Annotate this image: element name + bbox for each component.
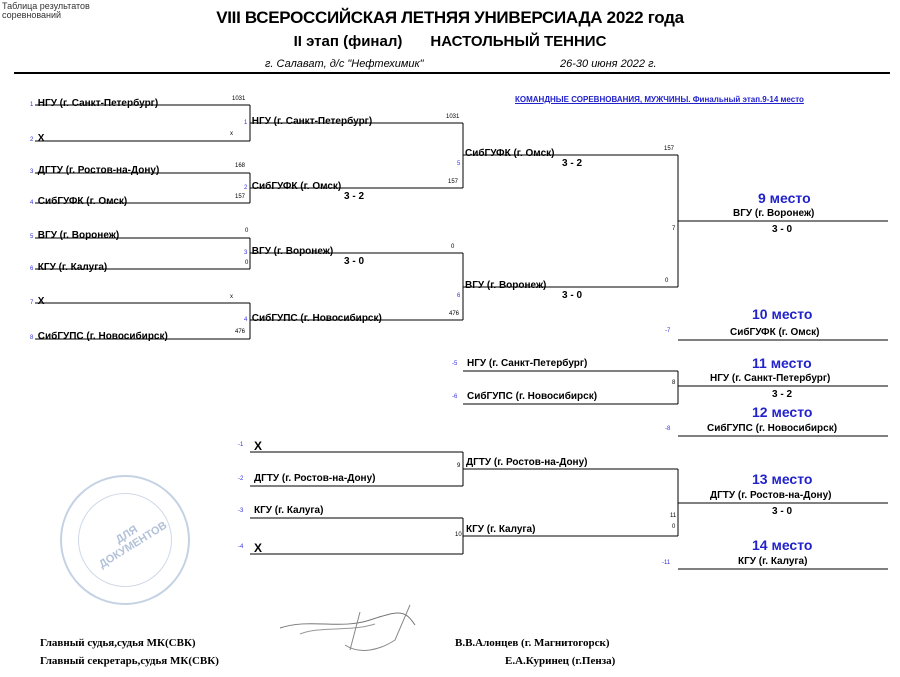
team-score: 1031 — [446, 114, 460, 120]
team-name: НГУ (г. Санкт-Петербург) — [37, 98, 159, 109]
team-name: ВГУ (г. Воронеж) — [465, 280, 547, 291]
m10-lines — [250, 518, 463, 554]
match-result: 3 - 2 — [344, 191, 365, 202]
m11-a-ref: -5 — [452, 361, 458, 367]
team-name: ВГУ (г. Воронеж) — [251, 246, 334, 257]
seed-number: 1 — [30, 102, 34, 108]
m13-e3-ref: -3 — [238, 508, 244, 514]
m13-e1-ref: -1 — [238, 442, 244, 448]
m11-a-team: НГУ (г. Санкт-Петербург) — [467, 358, 588, 369]
team-name: ДГТУ (г. Ростов-на-Дону) — [37, 165, 160, 176]
corner-note: Таблица результатов соревнований — [2, 1, 90, 20]
place-12-team: СибГУПС (г. Новосибирск) — [707, 423, 838, 434]
m13-e4-ref: -4 — [238, 544, 244, 550]
team-score: x — [230, 131, 233, 137]
seed-number: 6 — [30, 266, 34, 272]
team-score: 476 — [235, 329, 246, 335]
seed-number: 3 — [30, 169, 34, 175]
stamp-text: ДЛЯ ДОКУМЕНТОВ — [97, 519, 170, 571]
r2-entry-1 — [244, 111, 466, 129]
place-9-label: 9 место — [758, 190, 811, 206]
team-score: 1031 — [232, 96, 246, 102]
team-name: Х — [37, 296, 45, 307]
r2-entry-2 — [244, 176, 466, 202]
r1-entry-2 — [30, 128, 252, 146]
place-14-label: 14 место — [752, 537, 813, 553]
team-score: 476 — [449, 311, 460, 317]
team-score: 157 — [664, 146, 675, 152]
r3-entry-1 — [457, 143, 679, 169]
seed-number: 8 — [30, 335, 34, 341]
team-score: 157 — [448, 179, 459, 185]
m9-winner: ДГТУ (г. Ростов-на-Дону) — [466, 457, 588, 468]
m13-e2-team: ДГТУ (г. Ростов-на-Дону) — [254, 473, 376, 484]
m11-loser-ref: -8 — [665, 426, 671, 432]
match-result: 3 - 0 — [344, 256, 365, 267]
final-lines — [678, 221, 888, 340]
place-9-team: ВГУ (г. Воронеж) — [733, 208, 815, 219]
m9-number: 9 — [457, 463, 461, 469]
r1-entry-8 — [30, 326, 252, 344]
m10-winner: КГУ (г. Калуга) — [466, 524, 536, 535]
r1-entry-3 — [30, 160, 252, 178]
m10-number: 10 — [455, 532, 462, 538]
team-score: 0 — [245, 228, 249, 234]
team-score: 168 — [235, 163, 246, 169]
team-score: 0 — [451, 244, 455, 250]
seed-number: 2 — [30, 137, 34, 143]
place-12-label: 12 место — [752, 404, 813, 420]
team-name: СибГУФК (г. Омск) — [37, 196, 128, 207]
judge-name: В.В.Алонцев (г. Магнитогорск) — [455, 637, 610, 649]
judge-role: Главный судья,судья МК(СВК) — [40, 637, 196, 649]
final-result: 3 - 0 — [772, 224, 793, 235]
m11b-number: 11 — [670, 513, 677, 519]
r3-entry-2 — [457, 275, 679, 301]
page-title: VIII ВСЕРОССИЙСКАЯ ЛЕТНЯЯ УНИВЕРСИАДА 2022 года — [216, 8, 684, 27]
secretary-role: Главный секретарь,судья МК(СВК) — [40, 655, 219, 667]
team-score: x — [230, 294, 233, 300]
team-name: СибГУПС (г. Новосибирск) — [37, 331, 168, 342]
final-loser-ref: -7 — [665, 328, 671, 334]
m11b-score: 0 — [672, 524, 676, 530]
r1-entry-6 — [30, 257, 252, 275]
m11-b-team: СибГУПС (г. Новосибирск) — [467, 391, 598, 402]
seed-number: 7 — [30, 300, 34, 306]
place-11-label: 11 место — [752, 355, 812, 371]
match-number: 2 — [244, 185, 248, 191]
match-result: 3 - 2 — [562, 158, 583, 169]
signature-1b — [300, 624, 375, 634]
m13-e4-team: Х — [254, 541, 263, 555]
r2-entry-3 — [244, 241, 466, 267]
place-13-label: 13 место — [752, 471, 813, 487]
team-name: СибГУФК (г. Омск) — [251, 181, 342, 192]
team-name: НГУ (г. Санкт-Петербург) — [251, 116, 373, 127]
team-score: 157 — [235, 194, 246, 200]
match-number: 4 — [244, 317, 248, 323]
venue: г. Салават, д/с "Нефтехимик" — [265, 58, 424, 70]
m11-b-ref: -6 — [452, 394, 458, 400]
place-14-team: КГУ (г. Калуга) — [738, 556, 808, 567]
place-10-label: 10 место — [752, 306, 813, 322]
match-result: 3 - 0 — [562, 290, 583, 301]
seed-number: 4 — [30, 200, 34, 206]
r2-entry-4 — [244, 308, 466, 326]
team-name: КГУ (г. Калуга) — [37, 262, 108, 273]
match-number: 1 — [244, 120, 248, 126]
team-score: 0 — [665, 278, 669, 284]
stage-label: II этап (финал) — [293, 33, 403, 50]
m11b-result: 3 - 0 — [772, 506, 793, 517]
match-number: 6 — [457, 293, 461, 299]
r1-entry-4 — [30, 191, 252, 209]
secretary-name: Е.А.Куринец (г.Пенза) — [505, 655, 616, 667]
team-score: 0 — [245, 260, 249, 266]
team-name: ВГУ (г. Воронеж) — [37, 230, 120, 241]
r1-entry-5 — [30, 225, 252, 243]
match-number: 5 — [457, 161, 461, 167]
m11b-lines — [463, 469, 888, 569]
m13-e2-ref: -2 — [238, 476, 244, 482]
competition-link[interactable]: КОМАНДНЫЕ СОРЕВНОВАНИЯ, МУЖЧИНЫ. Финальный этап.9-14 место — [515, 95, 804, 104]
team-name: СибГУПС (г. Новосибирск) — [251, 313, 382, 324]
team-name: Х — [37, 133, 45, 144]
sport-label: НАСТОЛЬНЫЙ ТЕННИС — [430, 33, 607, 50]
m13-e1-team: Х — [254, 439, 263, 453]
match-number: 3 — [244, 250, 248, 256]
r1-entry-7 — [30, 291, 252, 309]
signature-1 — [280, 613, 415, 628]
team-name: СибГУФК (г. Омск) — [465, 148, 555, 159]
place-11-team: НГУ (г. Санкт-Петербург) — [710, 373, 831, 384]
dates: 26-30 июня 2022 г. — [560, 58, 657, 70]
final-match-number: 7 — [672, 226, 676, 232]
r3-lines — [463, 155, 678, 287]
r1-entry-1 — [30, 93, 252, 111]
m11-result: 3 - 2 — [772, 389, 793, 400]
m11-match-number: 8 — [672, 380, 676, 386]
place-10-team: СибГУФК (г. Омск) — [730, 327, 820, 338]
place-13-team: ДГТУ (г. Ростов-на-Дону) — [710, 490, 832, 501]
m13-loser-ref: -11 — [662, 560, 671, 566]
m13-e3-team: КГУ (г. Калуга) — [254, 505, 324, 516]
seed-number: 5 — [30, 234, 34, 240]
